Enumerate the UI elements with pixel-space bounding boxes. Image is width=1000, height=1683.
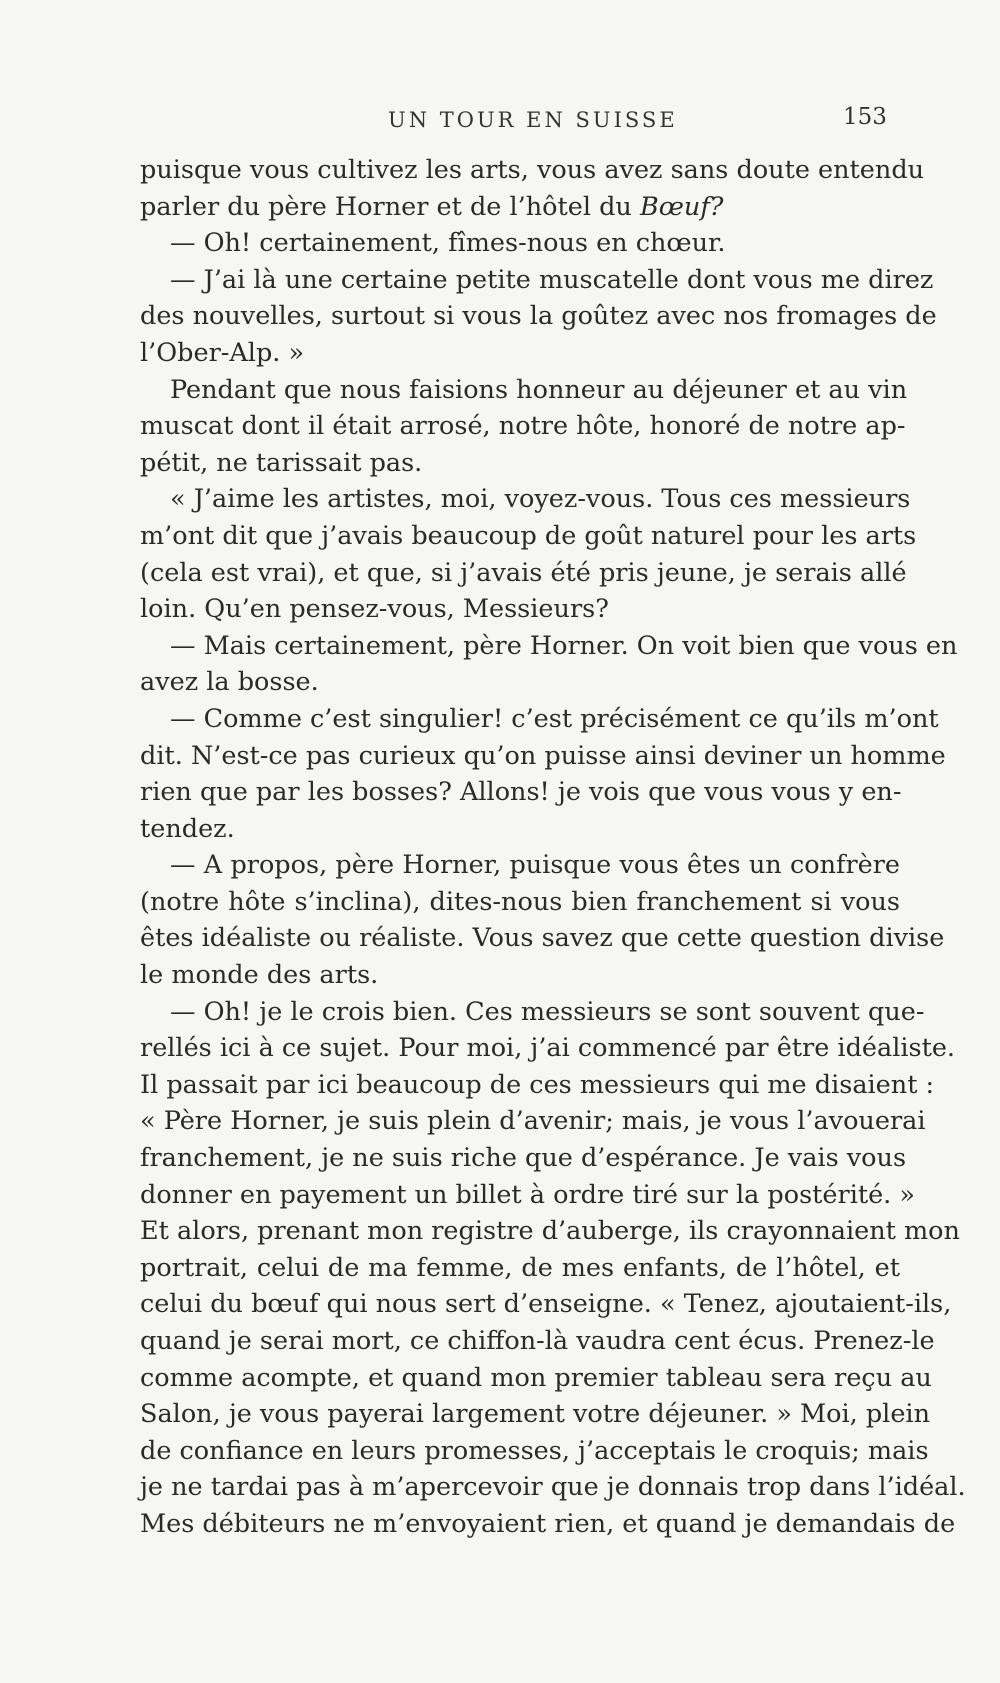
body-text xyxy=(140,152,966,1543)
text-line: « J’aime les artistes, moi, voyez-vous. Tous ces messieurs xyxy=(170,484,911,515)
text-line: muscat dont il était arrosé, notre hôte, honoré de notre ap- xyxy=(140,411,906,442)
text-line: rien que par les bosses? Allons! je vois que vous vous y en- xyxy=(140,777,902,808)
text-line: des nouvelles, surtout si vous la goûtez avec nos fromages de xyxy=(140,301,937,332)
text-line: Il passait par ici beaucoup de ces messieurs qui me disaient : xyxy=(140,1069,935,1100)
text-line-start: parler du père Horner et de l’hôtel du xyxy=(140,191,632,222)
text-line: Mes débiteurs ne m’envoyaient rien, et quand je demandais de xyxy=(140,1508,956,1539)
text-line: le monde des arts. xyxy=(140,960,379,991)
text-line: loin. Qu’en pensez-vous, Messieurs? xyxy=(140,594,609,625)
text-line: m’ont dit que j’avais beaucoup de goût naturel pour les arts xyxy=(140,520,917,551)
text-line: êtes idéaliste ou réaliste. Vous savez que cette question divise xyxy=(140,923,945,954)
text-line: rellés ici à ce sujet. Pour moi, j’ai commencé par être idéaliste. xyxy=(140,1033,956,1064)
text-line: Et alors, prenant mon registre d’auberge, ils crayonnaient mon xyxy=(140,1216,960,1247)
text-line: puisque vous cultivez les arts, vous avez sans doute entendu xyxy=(140,155,925,185)
text-line: avez la bosse. xyxy=(140,667,319,698)
text-line: — J’ai là une certaine petite muscatelle dont vous me direz xyxy=(170,264,934,295)
text-line: — Mais certainement, père Horner. On voit bien que vous en xyxy=(170,630,958,661)
page-number: 153 xyxy=(843,104,887,130)
text-line: donner en payement un billet à ordre tiré sur la postérité. » xyxy=(140,1179,915,1210)
text-line: — A propos, père Horner, puisque vous êtes un confrère xyxy=(170,850,900,881)
running-title: UN TOUR EN SUISSE xyxy=(388,108,678,132)
text-line: comme acompte, et quand mon premier tableau sera reçu au xyxy=(140,1362,932,1393)
text-line: celui du bœuf qui nous sert d’enseigne. « Tenez, ajoutaient-ils, xyxy=(140,1289,952,1320)
text-line: je ne tardai pas à m’apercevoir que je donnais trop dans l’idéal. xyxy=(140,1472,966,1503)
text-line: de confiance en leurs promesses, j’acceptais le croquis; mais xyxy=(140,1435,929,1466)
text-line: dit. N’est-ce pas curieux qu’on puisse ainsi deviner un homme xyxy=(140,740,946,771)
text-line: quand je serai mort, ce chiffon-là vaudra cent écus. Prenez-le xyxy=(140,1326,935,1356)
text-line: — Oh! certainement, fîmes-nous en chœur. xyxy=(170,228,726,259)
text-line: Salon, je vous payerai largement votre déjeuner. » Moi, plein xyxy=(140,1399,931,1430)
text-line: l’Ober-Alp. » xyxy=(140,337,305,368)
text-line: (notre hôte s’inclina), dites-nous bien franchement si vous xyxy=(140,886,900,917)
text-line xyxy=(140,189,900,226)
text-line: — Oh! je le crois bien. Ces messieurs se sont souvent que- xyxy=(170,996,925,1027)
text-line: « Père Horner, je suis plein d’avenir; mais, je vous l’avouerai xyxy=(140,1106,926,1137)
text-line: franchement, je ne suis riche que d’espérance. Je vais vous xyxy=(140,1143,907,1174)
text-line: — Comme c’est singulier! c’est précisément ce qu’ils m’ont xyxy=(170,703,939,734)
text-line: pétit, ne tarissait pas. xyxy=(140,447,423,478)
text-line: tendez. xyxy=(140,813,235,844)
text-line: (cela est vrai), et que, si j’avais été pris jeune, je serais allé xyxy=(140,557,907,588)
text-line: Pendant que nous faisions honneur au déjeuner et au vin xyxy=(170,374,908,405)
text-line: portrait, celui de ma femme, de mes enfants, de l’hôtel, et xyxy=(140,1252,900,1283)
italic-word: Bœuf? xyxy=(639,191,724,222)
